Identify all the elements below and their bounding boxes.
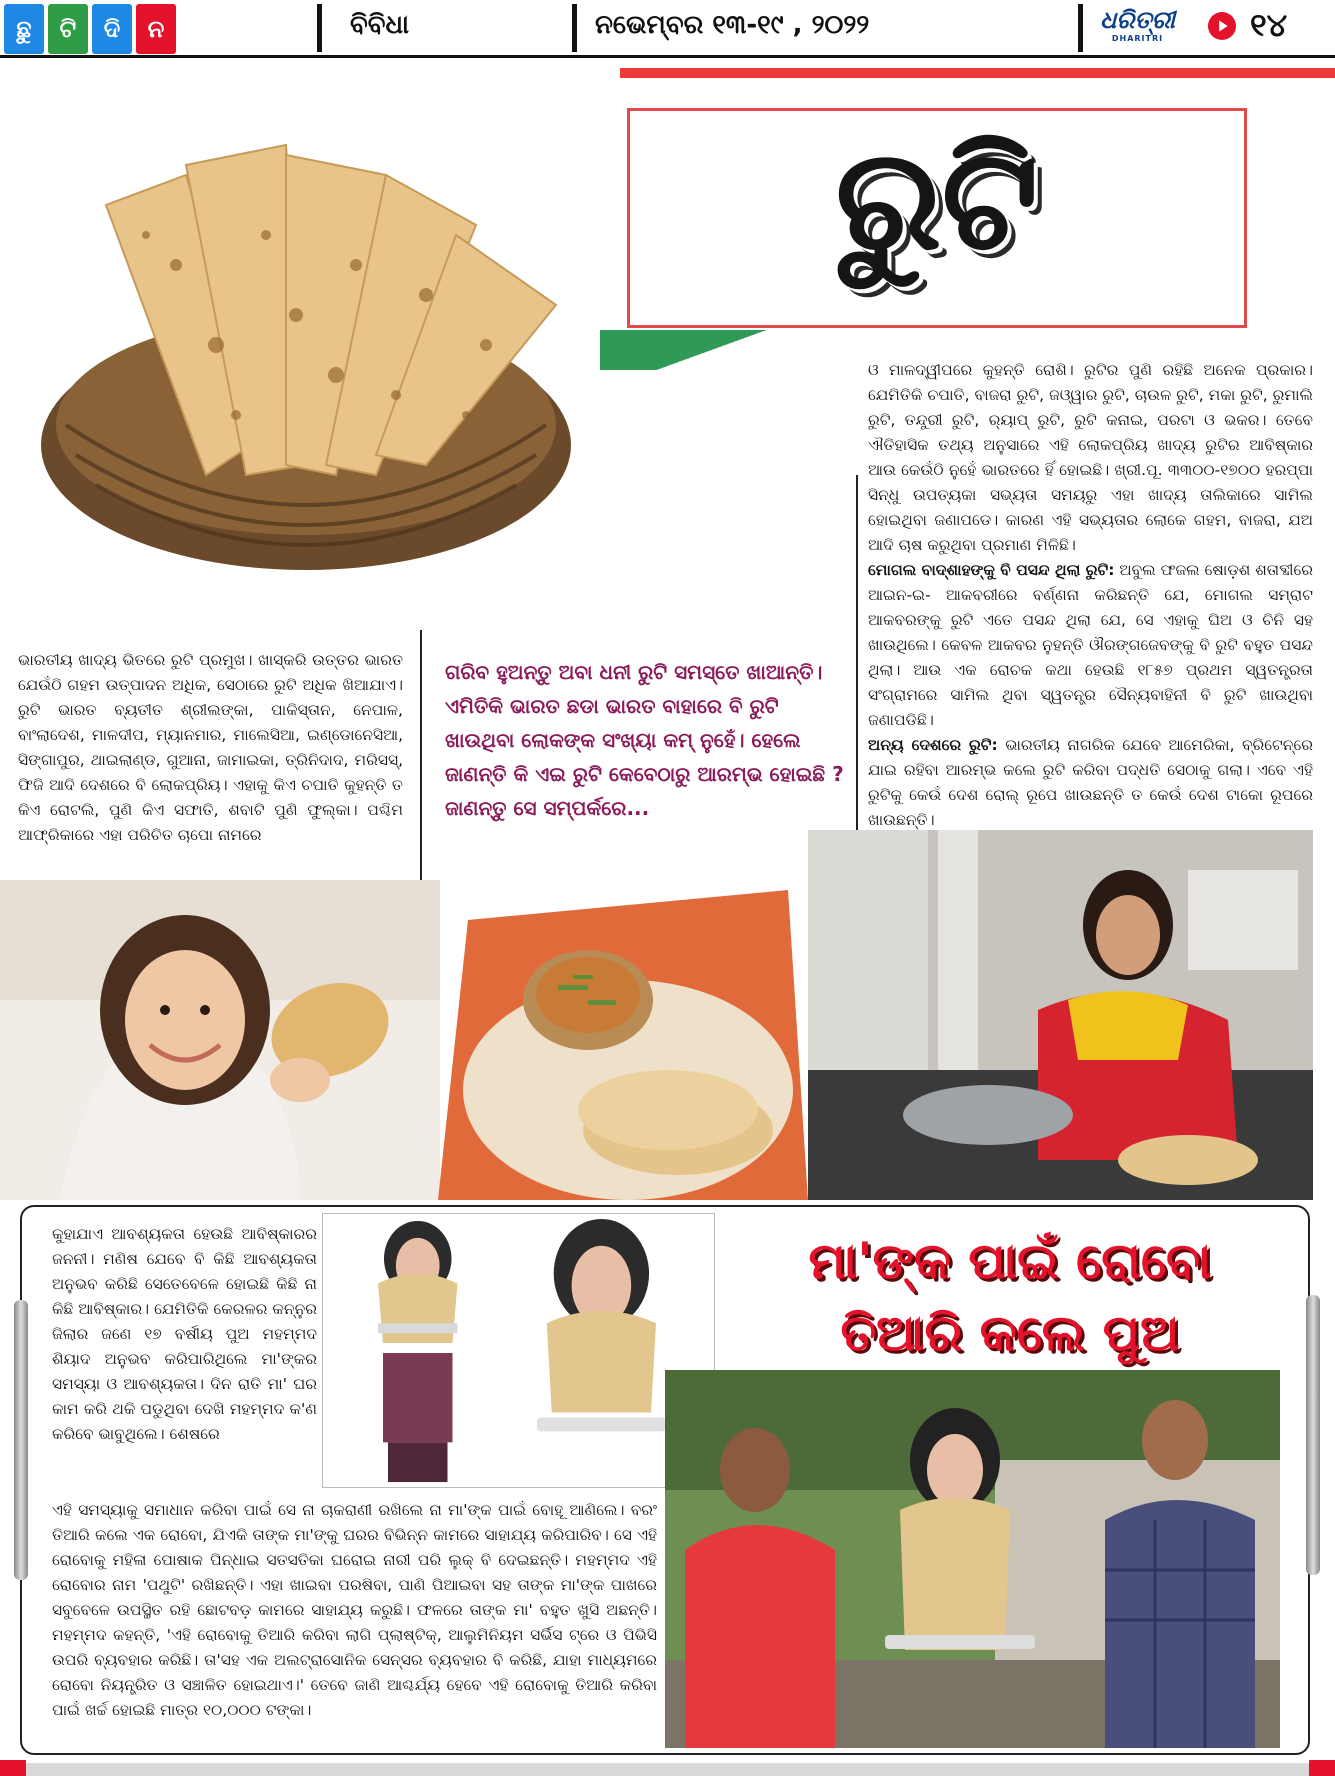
subhead: ଅନ୍ୟ ଦେଶରେ ରୁଟି: — [868, 736, 998, 754]
quote-divider — [420, 630, 422, 880]
logo-letter: ନ — [136, 4, 176, 54]
title-box — [627, 108, 1247, 328]
logo-letter: ଦି — [92, 4, 132, 54]
decorative-scroll-bar — [1306, 1295, 1320, 1575]
robot-article-headline — [720, 1225, 1300, 1369]
decorative-scroll-bar — [14, 1300, 28, 1580]
woman-eating-thali-photo — [808, 830, 1313, 1200]
brand-name: ଧରିତ୍ରୀ — [1100, 6, 1175, 34]
footer-marker — [1309, 1760, 1335, 1776]
paragraph: ଓ ମାଳଦ୍ୱୀପରେ କୁହନ୍ତି ରୋଶି। ରୁଟିର ପୁଣି ରହିଛି ଅନେକ ପ୍ରକାର। ଯେମିତିକି ଚପାତି, ବାଜରା ରୁଟି, ଜଓ୍ୱାର ରୁଟି, ଚାଉଳ ରୁଟି, ମକା ରୁଟି, ରୁମାଲି ରୁଟି, ତନ୍ଦୁରୀ ରୁଟି, ର୍‌ୟାପ୍ ରୁଟି, ରୁଟି କନାଇ, ପରଟା ଓ ଭକର। ତେବେ ଐତିହାସିକ ତଥ୍ୟ ଅନୁସାରେ ଏହି ଲୋକପ୍ରିୟ ଖାଦ୍ୟ ରୁଟିର ଆବିଷ୍କାର ଆଉ କେଉଁଠି ନୁହେଁ ଭାରତରେ ହିଁ ହୋଇଛି। ଖ୍ରୀ.ପୂ. ୩୩୦୦-୧୭୦୦ ହରପ୍ପା ସିନ୍ଧୁ ଉପତ୍ୟକା ସଭ୍ୟତା ସମୟରୁ ଏହା ଖାଦ୍ୟ ତାଲିକାରେ ସାମିଲ ହୋଇଥିବା ଜଣାପଡେ। କାରଣ ଏହି ସଭ୍ୟତାର ଲୋକେ ଗହମ, ବାଜରା, ଯଅ ଆଦି ଚାଷ କରୁଥିବା ପ୍ରମାଣ ମିଳିଛି। — [868, 361, 1313, 554]
logo-letter: ଛୁ — [4, 4, 44, 54]
column-divider — [856, 475, 858, 830]
header-divider — [1078, 4, 1083, 52]
roti-basket-photo — [36, 115, 576, 585]
footer-strip — [0, 1763, 1335, 1776]
decorative-stripe — [620, 68, 1335, 78]
header-divider — [572, 4, 577, 52]
dal-and-roti-plate-photo — [438, 890, 808, 1200]
brand-subtitle: DHARITRI — [1111, 34, 1164, 43]
play-icon — [1208, 12, 1236, 40]
headline-line: ତିଆରି କଲେ ପୁଅ — [840, 1304, 1180, 1362]
article-left-column — [18, 648, 403, 848]
paragraph: କୁହାଯାଏ ଆବଶ୍ୟକତା ହେଉଛି ଆବିଷ୍କାରର ଜନନୀ। ମଣିଷ ଯେବେ ବି କିଛି ଆବଶ୍ୟକତା ଅନୁଭବ କରିଛି ସେତେବେଳେ ହୋଇଛି କିଛି ନା କିଛି ଆବିଷ୍କାର। ଯେମିତିକି କେରଳର କନ୍ନୁର ଜିଲାର ଜଣେ ୧୭ ବର୍ଷୀୟ ପୁଅ ମହମ୍ମଦ ଶିୟାଦ ଅନୁଭବ କରିପାରିଥିଲେ ମା'ଙ୍କର ସମସ୍ୟା ଓ ଆବଶ୍ୟକତା। ଦିନ ରାତି ମା' ଘର କାମ କରି ଥକି ପଡୁଥିବା ଦେଖି ମହମ୍ମଦ କ'ଣ କରିବେ ଭାବୁଥିଲେ। ଶେଷରେ — [52, 1225, 317, 1443]
paragraph — [868, 558, 1313, 733]
logo-letter: ଟି — [48, 4, 88, 54]
issue-date: ନଭେମ୍ବର ୧୩-୧୯ , ୨୦୨୨ — [595, 10, 870, 40]
section-logo — [4, 4, 176, 54]
paragraph: ଏହି ସମସ୍ୟାକୁ ସମାଧାନ କରିବା ପାଇଁ ସେ ନା ଚାକରାଣୀ ରଖିଲେ ନା ମା'ଙ୍କ ପାଇଁ ବୋହୂ ଆଣିଲେ। ବରଂ ତିଆରି କଲେ ଏକ ରୋବୋ, ଯିଏକି ତାଙ୍କ ମା'ଙ୍କୁ ଘରର ବିଭିନ୍ନ କାମରେ ସାହାଯ୍ୟ କରିପାରିବ। ସେ ଏହି ରୋବୋକୁ ମହିଳା ପୋଷାକ ପିନ୍ଧାଇ ସତସତିକା ଘରୋଇ ନାରୀ ପରି ଲୁକ୍ ବି ଦେଇଛନ୍ତି। ମହମ୍ମଦ ଏହି ରୋବୋର ନାମ 'ପଥୁଟି' ରଖିଛନ୍ତି। ଏହା ଖାଇବା ପରଷିବା, ପାଣି ପିଆଇବା ସହ ତାଙ୍କ ମା'ଙ୍କ ପାଖରେ ସବୁବେଳେ ଉପସ୍ଥିତ ରହି ଛୋଟବଡ଼ କାମରେ ସାହାଯ୍ୟ କରୁଛି। ଫଳରେ ତାଙ୍କ ମା' ବହୁତ ଖୁସି ଅଛନ୍ତି। ମହମ୍ମଦ କହନ୍ତି, 'ଏହି ରୋବୋକୁ ତିଆରି କରିବା ଲାଗି ପ୍ଲାଷ୍ଟିକ୍, ଆଲୁମିନିୟମ ସର୍ଭିସ ଟ୍ରେ ଓ ପିଭିସି ଉପରି ବ୍ୟବହାର କରିଛି। ତା'ସହ ଏକ ଅଲଟ୍ରାସୋନିକ ସେନ୍ସର ବ୍ୟବହାର ବି କରିଛି, ଯାହା ମାଧ୍ୟମରେ ରୋବୋ ନିୟନ୍ତ୍ରିତ ଓ ସଞ୍ଚାଳିତ ହୋଇଥାଏ।' ତେବେ ଜାଣି ଆଶ୍ଚର୍ଯ୍ୟ ହେବେ ଏହି ରୋବୋକୁ ତିଆରି କରିବା ପାଇଁ ଖର୍ଚ୍ଚ ହୋଇଛି ମାତ୍ର ୧୦,୦୦୦ ଟଙ୍କା। — [52, 1501, 657, 1719]
paragraph: ଭାରତୀୟ ଖାଦ୍ୟ ଭିତରେ ରୁଟି ପ୍ରମୁଖ। ଖାସ୍‌କରି ଉତ୍ତର ଭାରତ ଯେଉଁଠି ଗହମ ଉତ୍ପାଦନ ଅଧିକ, ସେଠାରେ ରୁଟି ଅଧିକ ଖିଆଯାଏ। ରୁଟି ଭାରତ ବ୍ୟତୀତ ଶ୍ରୀଲଙ୍କା, ପାକିସ୍ତାନ, ନେପାଳ, ବାଂଲାଦେଶ, ମାଳଦୀପ, ମ୍ୟାନମାର, ମାଲେସିଆ, ଇଣ୍ଡୋନେସିଆ, ସିଙ୍ଗାପୁର, ଥାଇଲାଣ୍ଡ, ଗୁଆନା, ଜାମାଇକା, ତ୍ରିନିଦାଦ, ମରିସସ୍, ଫିଜି ଆଦି ଦେଶରେ ବି ଲୋକପ୍ରିୟ। ଏହାକୁ କିଏ ଚପାତି କୁହନ୍ତି ତ କିଏ ରୋଟଲି, ପୁଣି କିଏ ସଫାତି, ଶବାଟି ପୁଣି ଫୁଲ୍‌କା। ପଶ୍ଚିମ ଆଫ୍ରିକାରେ ଏହା ପରିଚିତ ଚାପୋ ନାମରେ — [18, 651, 403, 844]
article-right-column — [868, 358, 1313, 833]
article-title: ରୁଟି — [835, 119, 1039, 282]
footer-marker — [0, 1760, 26, 1776]
page-number: ୧୪ — [1250, 6, 1288, 44]
brand-logo — [1100, 6, 1175, 43]
robot-article-body — [52, 1498, 657, 1723]
paragraph — [868, 733, 1313, 833]
header-divider — [317, 4, 322, 52]
paragraph-text: ଭାରତୀୟ ନାଗରିକ ଯେବେ ଆମେରିକା, ବ୍ରିଟେନ୍‌ରେ ଯାଇ ରହିବା ଆରମ୍ଭ କଲେ ରୁଟି କରିବା ପଦ୍ଧତି ସେଠାକୁ ଗଲା। ଏବେ ଏହି ରୁଟିକୁ କେଉଁ ଦେଶ ରୋଲ୍ ରୂପେ ଖାଉଛନ୍ତି ତ କେଉଁ ଦେଶ ଟାକୋ ରୂପରେ ଖାଉଛନ୍ତି। — [868, 736, 1313, 829]
girl-eating-roti-photo — [0, 880, 440, 1200]
section-name: ବିବିଧା — [350, 10, 409, 40]
decorative-stripe — [600, 330, 860, 370]
paragraph-text: ଅବୁଲ ଫଜଲ ଷୋଡ଼ଶ ଶତାବ୍ଦୀରେ ଆଇନ-ଇ- ଆକବରୀରେ ବର୍ଣ୍ଣନା କରିଛନ୍ତି ଯେ, ମୋଗଲ ସମ୍ରାଟ ଆକବରଙ୍କୁ ରୁଟି ଏତେ ପସନ୍ଦ ଥିଲା ଯେ, ସେ ଏହାକୁ ଘିଅ ଓ ଚିନି ସହ ଖାଉଥିଲେ। କେବଳ ଆକବର ନୁହନ୍ତି ଔରଙ୍ଗଜେବଙ୍କୁ ବି ରୁଟି ବହୁତ ପସନ୍ଦ ଥିଲା। ଆଉ ଏକ ରୋଚକ କଥା ହେଉଛି ୧୮୫୭ ପ୍ରଥମ ସ୍ୱତନ୍ତ୍ରତା ସଂଗ୍ରାମରେ ସାମିଲ ଥିବା ସ୍ୱତନ୍ତ୍ର ସୈନ୍ୟବାହିନୀ ବି ରୁଟି ଖାଉଥିବା ଜଣାପଡିଛି। — [868, 561, 1313, 729]
page-header — [0, 0, 1335, 58]
pull-quote: ଗରିବ ହୁଅନ୍ତୁ ଅବା ଧନୀ ରୁଟି ସମସ୍ତେ ଖାଆନ୍ତି। ଏମିତିକି ଭାରତ ଛଡା ଭାରତ ବାହାରେ ବି ରୁଟି ଖାଉଥିବା ଲୋକଙ୍କ ସଂଖ୍ୟା କମ୍ ନୁହେଁ। ହେଲେ ଜାଣନ୍ତି କି ଏଇ ରୁଟି କେବେଠାରୁ ଆରମ୍ଭ ହୋଇଛି ? ଜାଣନ୍ତୁ ସେ ସମ୍ପର୍କରେ... — [445, 660, 844, 820]
robot-article-intro — [52, 1222, 317, 1447]
robot-mannequin-photos — [322, 1213, 715, 1488]
subhead: ମୋଗଲ ବାଦ୍‌ଶାହଙ୍କୁ ବି ପସନ୍ଦ ଥିଲା ରୁଟି: — [868, 561, 1115, 579]
headline-line: ମା'ଙ୍କ ପାଇଁ ରୋବୋ — [808, 1232, 1212, 1290]
father-son-robot-photo — [665, 1370, 1280, 1748]
